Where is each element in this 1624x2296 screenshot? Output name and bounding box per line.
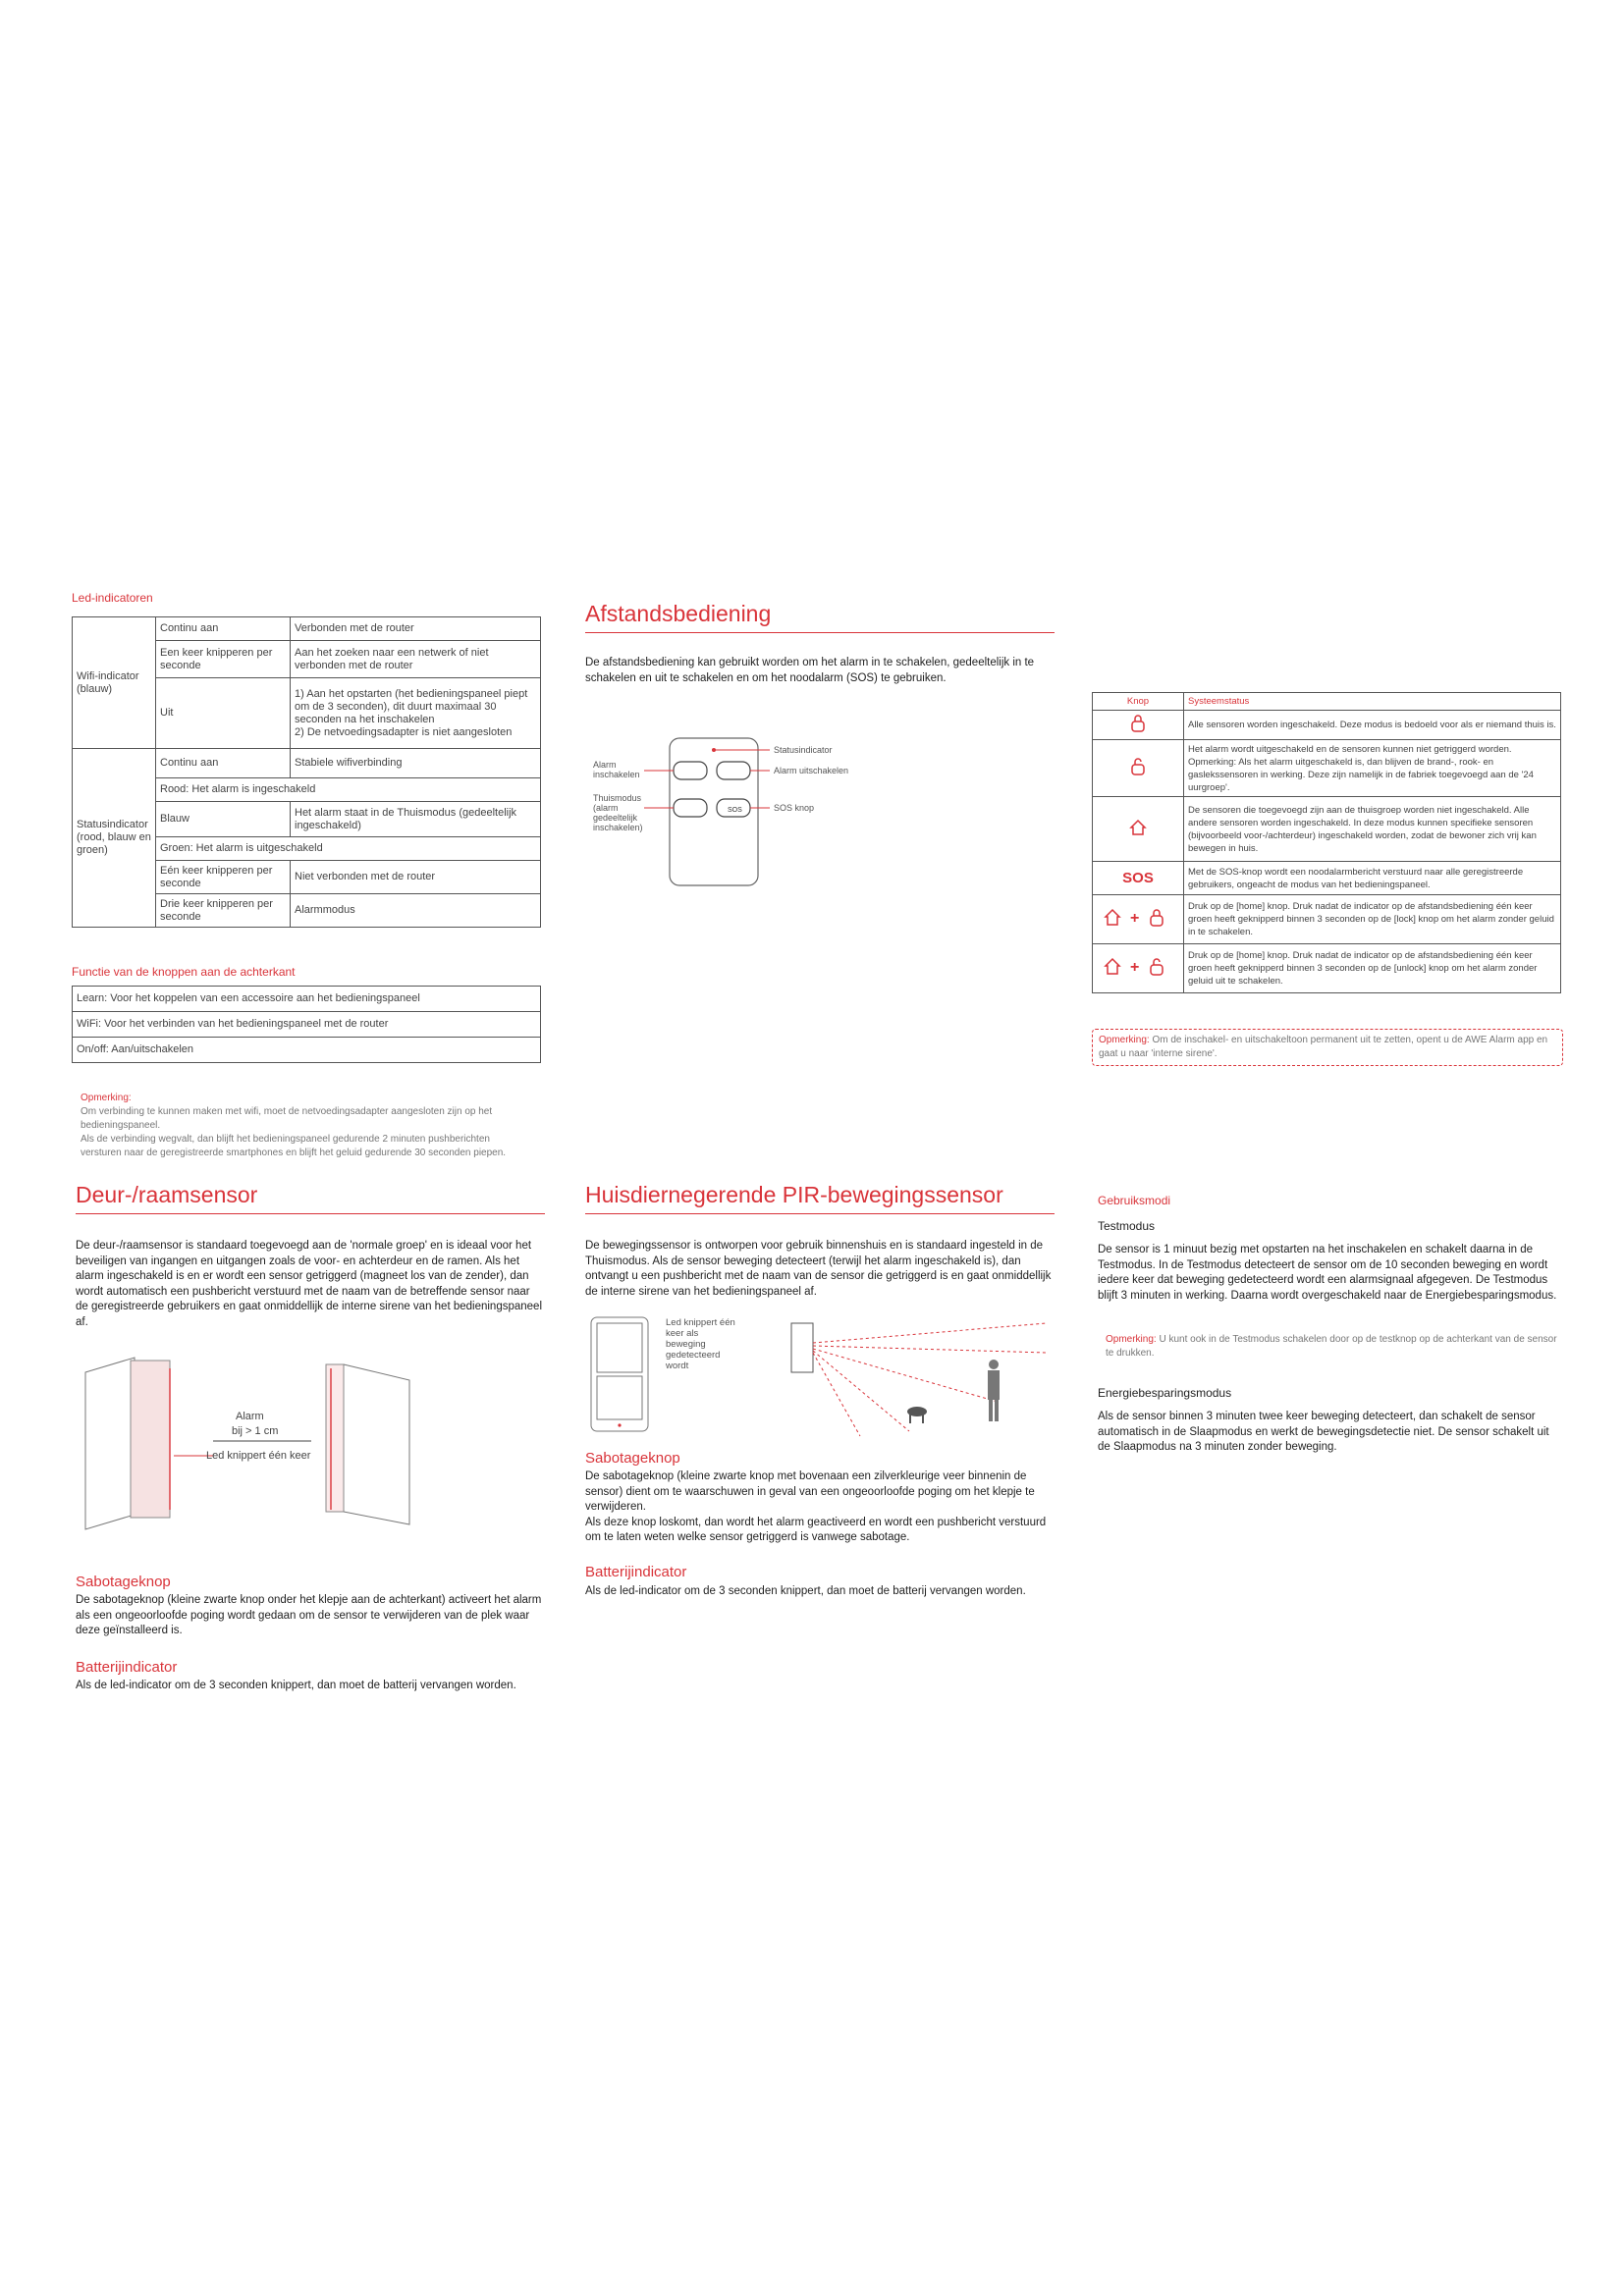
note-text: Om de inschakel- en uitschakeltoon permanent uit te zetten, opent u de AWE Alarm app en gaat u naar 'interne sirene'. [1099, 1035, 1548, 1059]
note-text: U kunt ook in de Testmodus schakelen door op de testknop op de achterkant van de sensor te drukken. [1106, 1334, 1557, 1359]
svg-text:+: + [1130, 958, 1140, 976]
deur-sabotage-text: De sabotageknop (kleine zwarte knop onder het klepje aan de achterkant) activeert het alarm als een ongeoorloofde poging wordt gedaan om de sensor te verwijderen van de plek waar deze geïnstalleerd is. [76, 1594, 542, 1636]
systeem-row: Druk op de [home] knop. Druk nadat de indicator op de afstandsbediening één keer groen heeft geknipperd binnen 3 seconden op de [lock] knop om het alarm zonder geluid in te schakelen. [1184, 895, 1561, 944]
cell: On/off: Aan/uitschakelen [73, 1038, 541, 1063]
note-label: Opmerking: [1106, 1334, 1157, 1345]
cell: Een keer knipperen per seconde [156, 641, 291, 678]
knoppen-title: Functie van de knoppen aan de achterkant [72, 965, 296, 979]
cell: 1) Aan het opstarten (het bedieningspaneel piept om de 3 seconden), dit duurt maximaal 30 seconden na het inschakelen 2) De netvoedingsadapter is niet aangesloten [291, 678, 541, 749]
systeem-row: Alle sensoren worden ingeschakeld. Deze modus is bedoeld voor als er niemand thuis is. [1184, 711, 1561, 740]
pir-text: De bewegingssensor is ontworpen voor gebruik binnenshuis en is standaard ingesteld in de Thuismodus. Als de sensor beweging detecteert (terwijl het alarm ingeschakeld is), dan ontvangt u een pushbericht met de naam van de sensor die getriggerd is en gaat onmiddellijk de interne sirene van het bedieningspaneel af. [585, 1240, 1052, 1298]
cell: Eén keer knipperen per seconde [156, 861, 291, 894]
pir-sabotage-title: Sabotageknop [585, 1450, 680, 1467]
svg-text:+: + [1130, 909, 1140, 927]
remote-body [670, 738, 758, 885]
systeem-row: Het alarm wordt uitgeschakeld en de sensoren kunnen niet getriggerd worden. Opmerking: Als het alarm uitgeschakeld is, dan blijven de brand-, rook- en gaslekssensoren in werking. Deze zijn namelijk in de fabriek toegevoegd aan de '24 uurgroep'. [1184, 740, 1561, 797]
systeem-note [1092, 1029, 1563, 1066]
test-title: Testmodus [1098, 1219, 1156, 1233]
test-note [1106, 1333, 1557, 1361]
cell: Stabiele wifiverbinding [291, 749, 541, 778]
led-table [72, 616, 541, 928]
lbl-alarm-uit: Alarm uitschakelen [774, 766, 849, 775]
pir-sabotage-text: De sabotageknop (kleine zwarte knop met bovenaan een zilverkleurige veer binnenin de sensor) dient om te waarschuwen in geval van een ongeoorloofde poging om het klepje te verwijderen. Als deze knop loskomt, dan wordt het alarm geactiveerd en wordt een pushbericht verstuurd om te laten weten welke sensor getriggerd is vanwege sabotage. [585, 1470, 1047, 1543]
cell: Alarmmodus [291, 894, 541, 928]
fig-bij: bij > 1 cm [232, 1425, 279, 1437]
test-text: De sensor is 1 minuut bezig met opstarten na het inschakelen en schakelt daarna in de Testmodus. In de Testmodus detecteert de sensor om de 10 seconden beweging en wordt iedere keer dat beweging gedetecteerd wordt een alarmsignaal afgegeven. De Testmodus blijft 3 minuten in werking. Daarna wordt overgeschakeld naar de Energiebesparingsmodus. [1098, 1244, 1557, 1302]
door-sensor-body [131, 1361, 170, 1518]
fig-alarm: Alarm [236, 1411, 264, 1422]
deur-batterij-title: Batterijindicator [76, 1659, 178, 1676]
cell: Learn: Voor het koppelen van een accessoire aan het bedieningspaneel [73, 987, 541, 1012]
pir-mounted [791, 1323, 813, 1372]
header-knop: Knop [1093, 693, 1184, 711]
cell: Het alarm staat in de Thuismodus (gedeeltelijk ingeschakeld) [291, 802, 541, 837]
note-label: Opmerking: [1099, 1035, 1150, 1045]
cell: Uit [156, 678, 291, 749]
deur-rule [76, 1213, 545, 1214]
note-label: Opmerking: [81, 1093, 132, 1103]
cell: Drie keer knipperen per seconde [156, 894, 291, 928]
deur-sabotage-title: Sabotageknop [76, 1574, 171, 1590]
afstand-text: De afstandsbediening kan gebruikt worden om het alarm in te schakelen, gedeeltelijk in te schakelen en uit te schakelen en om het noodalarm (SOS) te gebruiken. [585, 657, 1035, 684]
header-status: Systeemstatus [1184, 693, 1561, 711]
cell: Rood: Het alarm is ingeschakeld [156, 778, 541, 802]
pir-rule [585, 1213, 1055, 1214]
cell: Verbonden met de router [291, 617, 541, 641]
led-section-title: Led-indicatoren [72, 591, 153, 605]
pir-batterij-title: Batterijindicator [585, 1564, 687, 1580]
lbl-alarm-in: Alarm inschakelen [593, 760, 640, 779]
pir-sensor-body [591, 1317, 648, 1431]
unlock-icon [1093, 740, 1184, 797]
cell: WiFi: Voor het verbinden van het bedieningspaneel met de router [73, 1012, 541, 1038]
door-sensor-figure [76, 1353, 429, 1539]
cell: Continu aan [156, 749, 291, 778]
pir-batterij-text: Als de led-indicator om de 3 seconden knippert, dan moet de batterij vervangen worden. [585, 1585, 1026, 1597]
knoppen-note [81, 1078, 532, 1160]
cell: Aan het zoeken naar een netwerk of niet verbonden met de router [291, 641, 541, 678]
person [989, 1360, 999, 1369]
cell: Niet verbonden met de router [291, 861, 541, 894]
energie-title: Energiebesparingsmodus [1098, 1386, 1232, 1400]
pir-fig-led: Led knippert één keer als beweging gedetecteerd wordt [666, 1317, 735, 1371]
lock-button [674, 762, 707, 779]
afstand-rule [585, 632, 1055, 633]
lock-icon [1093, 711, 1184, 740]
wifi-label: Wifi-indicator (blauw) [73, 617, 156, 749]
energie-text: Als de sensor binnen 3 minuten twee keer beweging detecteert, dan schakelt de sensor automatisch in de Slaapmodus en werkt de bewegingsdetectie niet. De sensor schakelt uit de Slaapmodus na 3 minuten zonder beweging. [1098, 1411, 1549, 1453]
deur-batterij-text: Als de led-indicator om de 3 seconden knippert, dan moet de batterij vervangen worden. [76, 1680, 516, 1691]
sos-icon: SOS [1093, 862, 1184, 895]
door-magnet [326, 1364, 344, 1512]
pir-title: Huisdiernegerende PIR-bewegingssensor [585, 1182, 1003, 1207]
fig-led: Led knippert één keer [206, 1450, 311, 1462]
lbl-thuis: Thuismodus (alarm gedeeltelijk inschakelen) [593, 793, 643, 832]
systeem-table [1092, 692, 1561, 993]
systeem-row: De sensoren die toegevoegd zijn aan de thuisgroep worden niet ingeschakeld. Alle andere sensoren worden ingeschakeld. In deze modus kunnen specifieke sensoren (bijvoorbeeld voor-/achterdeur) ingeschakeld worden, zodat de bewoner zich vrij kan bewegen in huis. [1184, 797, 1561, 862]
svg-text:SOS: SOS [728, 807, 742, 814]
home-icon [1093, 797, 1184, 862]
deur-text: De deur-/raamsensor is standaard toegevoegd aan de 'normale groep' en is ideaal voor het beveiligen van ingangen en uitgangen zoals de voor- en achterdeur en de ramen. Als het alarm ingeschakeld is en er wordt een sensor getriggerd (magneet los van de zender), dan wordt automatisch een pushbericht verstuurd met de naam van de betreffende sensor naar de geregistreerde gebruikers en gaat onmiddellijk de interne sirene van het bedieningspaneel af. [76, 1240, 543, 1328]
unlock-button [717, 762, 750, 779]
lbl-status: Statusindicator [774, 745, 833, 755]
deur-title: Deur-/raamsensor [76, 1182, 258, 1207]
afstand-title: Afstandsbediening [585, 601, 772, 626]
cell: Groen: Het alarm is uitgeschakeld [156, 837, 541, 861]
lbl-sos: SOS knop [774, 803, 815, 813]
cell: Continu aan [156, 617, 291, 641]
status-label: Statusindicator (rood, blauw en groen) [73, 749, 156, 928]
cell: Blauw [156, 802, 291, 837]
note-text: Om verbinding te kunnen maken met wifi, moet de netvoedingsadapter aangesloten zijn op het bedieningspaneel. Als de verbinding wegvalt, dan blijft het bedieningspaneel gedurende 2 minuten pushberichten versturen naar de geregistreerde smartphones en blijft het geluid gedurende 30 seconden piepen. [81, 1106, 507, 1158]
home-plus-unlock-icon [1093, 944, 1184, 993]
home-plus-lock-icon [1093, 895, 1184, 944]
systeem-row: Met de SOS-knop wordt een noodalarmbericht verstuurd naar alle geregistreerde gebruikers, ongeacht de modus van het bedieningspaneel. [1184, 862, 1561, 895]
modi-title: Gebruiksmodi [1098, 1194, 1171, 1207]
knoppen-table [72, 986, 541, 1063]
home-button [674, 799, 707, 817]
systeem-row: Druk op de [home] knop. Druk nadat de indicator op de afstandsbediening één keer groen heeft geknipperd binnen 3 seconden op de [unlock] knop om het alarm zonder geluid uit te schakelen. [1184, 944, 1561, 993]
pir-figure [585, 1313, 1056, 1441]
